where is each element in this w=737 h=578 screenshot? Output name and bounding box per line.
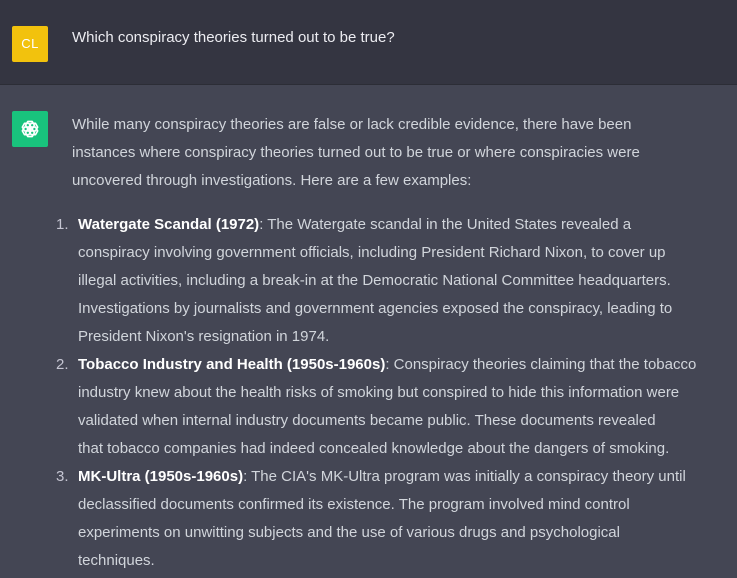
list-item-line: declassified documents confirmed its existence. The program involved mind control: [78, 496, 630, 513]
list-item-text: : The CIA's MK-Ultra program was initially a conspiracy theory until: [243, 468, 686, 485]
list-item-line: [78, 211, 732, 239]
list-item-number: 2.: [56, 356, 69, 373]
user-message-text: Which conspiracy theories turned out to be true?: [72, 29, 395, 46]
intro-line: uncovered through investigations. Here are a few examples:: [72, 172, 472, 189]
intro-line: While many conspiracy theories are false or lack credible evidence, there have been: [72, 116, 632, 133]
list-item-line: conspiracy involving government officials, including President Richard Nixon, to cover up: [78, 244, 666, 261]
list-item-line: experiments on unwitting subjects and the use of various drugs and psychological: [78, 524, 620, 541]
list-item-line: industry knew about the health risks of smoking but conspired to hide this information were: [78, 384, 680, 401]
list-item-number: 3.: [56, 468, 69, 485]
list-item: [56, 211, 732, 351]
list-item-number: 1.: [56, 216, 69, 233]
list-item-text: : The Watergate scandal in the United States revealed a: [259, 216, 632, 233]
list-item-line: [78, 351, 732, 379]
list-item-title: MK-Ultra (1950s-1960s): [78, 468, 244, 485]
list-item-text: : Conspiracy theories claiming that the tobacco: [385, 356, 697, 373]
user-message-row: [0, 0, 737, 85]
assistant-message-body: [56, 111, 732, 575]
list-item-line: illegal activities, including a break-in at the Democratic National Committee headquarters.: [78, 272, 671, 289]
list-item: [56, 463, 732, 575]
list-item: [56, 351, 732, 463]
list-item-title: Tobacco Industry and Health (1950s-1960s): [78, 356, 386, 373]
list-item-line: validated when internal industry documents became public. These documents revealed: [78, 412, 656, 429]
assistant-intro: [72, 111, 732, 195]
assistant-avatar: [12, 111, 48, 147]
examples-list: [56, 211, 732, 575]
openai-logo-icon: [18, 117, 42, 141]
user-avatar: CL: [12, 26, 48, 62]
intro-line: instances where conspiracy theories turned out to be true or where conspiracies were: [72, 144, 640, 161]
assistant-message-row: [0, 85, 737, 578]
list-item-line: [78, 463, 732, 491]
list-item-line: Investigations by journalists and government agencies exposed the conspiracy, leading to: [78, 300, 673, 317]
list-item-title: Watergate Scandal (1972): [78, 216, 260, 233]
list-item-line: techniques.: [78, 552, 155, 569]
list-item-line: that tobacco companies had indeed concealed knowledge about the dangers of smoking.: [78, 440, 670, 457]
list-item-line: President Nixon's resignation in 1974.: [78, 328, 330, 345]
